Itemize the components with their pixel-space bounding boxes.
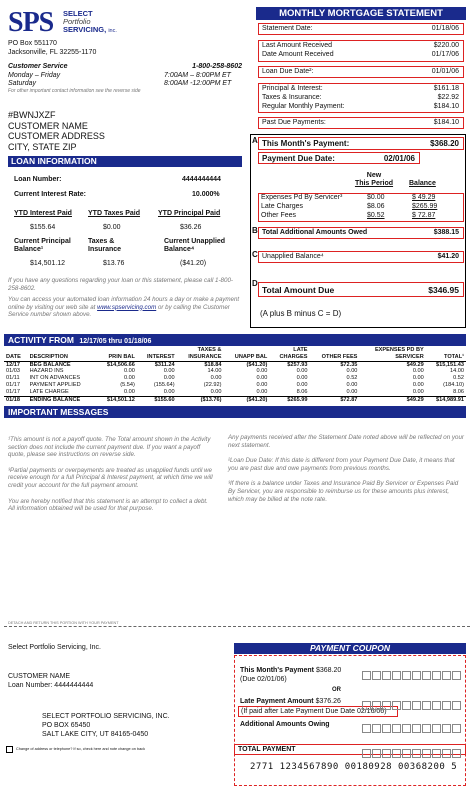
col-new: New	[366, 172, 382, 179]
loan-due-box	[258, 66, 464, 78]
loan-info-header: LOAN INFORMATION	[8, 156, 242, 167]
cell: 01/17	[6, 388, 20, 395]
activity-header	[4, 334, 466, 346]
cell: $155.60	[154, 396, 175, 403]
total-owed-value: $388.15	[433, 229, 459, 236]
formula-text: (A plus B minus C = D)	[260, 309, 342, 318]
activity-header-row	[4, 354, 466, 361]
logo-name-3: SERVICING,	[63, 25, 107, 34]
cell: 01/03	[6, 368, 20, 375]
cell: 0.00	[296, 381, 308, 388]
date-received-value: 01/17/06	[431, 51, 459, 58]
fee-period: $8.06	[367, 203, 385, 210]
unapplied-label: Unapplied Balance⁴	[262, 253, 324, 260]
cs-hours-1: 7:00AM – 8:00PM ET	[164, 72, 231, 79]
cell: ($41.20)	[246, 361, 268, 368]
cur-principal-label: Current Principal Balance¹	[14, 238, 71, 253]
cell: 14.00	[450, 368, 464, 375]
activity-range: 12/17/05 thru 01/18/06	[79, 338, 152, 345]
cell: $18.84	[204, 361, 222, 368]
cell: $14,506.66	[106, 361, 135, 368]
loan-due-value: 01/01/06	[431, 68, 459, 75]
cur-unapplied-label: Current Unapplied Balance⁴	[164, 238, 226, 253]
cell: $49.29	[406, 396, 424, 403]
cell: ($13.76)	[200, 396, 222, 403]
amount-entry-additional[interactable]	[362, 720, 462, 738]
payment-breakdown-box	[258, 83, 464, 113]
letter-d: D	[252, 279, 258, 288]
cell: 01/18	[6, 396, 20, 403]
this-month-label: This Month's Payment:	[262, 139, 350, 148]
regular-payment-value: $184.10	[433, 103, 459, 110]
activity-col-date: DATE	[4, 354, 28, 361]
company-address-2: Jacksonville, FL 32255-1170	[8, 48, 97, 56]
fee-balance: $ 72.87	[412, 212, 436, 219]
activity-col-unapp: UNAPP BAL	[223, 354, 269, 361]
last-amount-label: Last Amount Received	[262, 42, 333, 49]
coupon-company: Select Portfolio Servicing, Inc.	[8, 644, 101, 651]
customer-service-phone: 1-800-258-8602	[192, 63, 242, 70]
coupon-customer-name: CUSTOMER NAME	[8, 673, 71, 680]
coupon-this-month-value: $368.20	[315, 667, 342, 674]
ytd-interest-value: $155.64	[30, 224, 56, 231]
logo-suffix: inc.	[108, 28, 117, 34]
detach-text: DETACH AND RETURN THIS PORTION WITH YOUR PAYMENT	[8, 621, 119, 625]
last-amount-value: $220.00	[433, 42, 459, 49]
fees-box	[258, 193, 464, 222]
cell: 0.00	[346, 368, 358, 375]
taxes-insurance-label: Taxes & Insurance:	[262, 94, 322, 101]
detach-line	[4, 626, 470, 627]
interest-rate-label: Current Interest Rate:	[14, 191, 86, 198]
change-address-checkbox[interactable]	[6, 746, 13, 753]
message-paragraph: ³If there is a balance under Taxes and Insurance Paid By Servicer or Expenses Paid By Servicer, you are responsible to reimburse us for these amounts plus interest, which may be billed at the note rate.	[228, 480, 459, 503]
amount-entry-total[interactable]	[362, 745, 462, 763]
coupon-total-label: TOTAL PAYMENT	[238, 746, 296, 753]
activity-col-other: OTHER FEES	[310, 354, 360, 361]
activity-title: ACTIVITY FROM	[8, 335, 74, 345]
coupon-pay-to	[42, 712, 170, 739]
activity-table-wrap	[4, 347, 466, 403]
cell: 0.00	[123, 368, 135, 375]
statement-header: MONTHLY MORTGAGE STATEMENT	[256, 7, 466, 20]
activity-table	[4, 347, 466, 403]
activity-col-top	[310, 347, 360, 354]
regular-payment-label: Regular Monthly Payment:	[262, 103, 345, 110]
due-date-value: 02/01/06	[383, 154, 415, 163]
total-owed-label: Total Additional Amounts Owed	[262, 229, 368, 236]
cell: (5.54)	[120, 381, 135, 388]
recipient-code: #BWNJXZF	[8, 110, 56, 120]
loan-note-2	[8, 296, 240, 319]
activity-col-prin: PRIN BAL	[97, 354, 137, 361]
cell: $311.24	[154, 361, 175, 368]
past-due-box	[258, 117, 464, 129]
cell: 0.00	[210, 388, 222, 395]
principal-interest-value: $161.18	[433, 85, 459, 92]
recipient-address: CUSTOMER ADDRESS	[8, 131, 105, 141]
activity-col-description: DESCRIPTION	[28, 354, 97, 361]
statement-date-label: Statement Date:	[262, 25, 313, 32]
cell: 0.00	[256, 368, 268, 375]
cell: BEG BALANCE	[29, 361, 71, 368]
website-link[interactable]: www.spservicing.com	[97, 303, 157, 311]
ytd-taxes-value: $0.00	[103, 224, 121, 231]
cell: 0.00	[412, 388, 424, 395]
recipient-city: CITY, STATE ZIP	[8, 141, 77, 152]
cell: 0.00	[163, 388, 175, 395]
message-paragraph: Any payments received after the Statement Date noted above will be reflected on your next statement.	[228, 434, 464, 449]
cell: 0.00	[296, 375, 308, 382]
this-month-box	[258, 137, 464, 150]
cell: $265.99	[287, 396, 308, 403]
cell: 12/17	[6, 361, 20, 368]
recipient-name: CUSTOMER NAME	[8, 120, 88, 131]
activity-col-insurance: INSURANCE	[177, 354, 224, 361]
activity-row	[4, 361, 466, 368]
statement-date-box	[258, 23, 464, 35]
cell: 14.00	[207, 368, 222, 375]
logo-name-2: Portfolio	[63, 17, 91, 26]
amount-entry-this-month[interactable]	[362, 667, 462, 685]
cell: $72.87	[340, 396, 358, 403]
cell: $72.35	[340, 361, 358, 368]
cell: $15,151.43	[436, 361, 464, 368]
activity-col-top	[28, 347, 97, 354]
activity-col-top: EXPENSES PD BY	[374, 347, 424, 353]
total-due-label: Total Amount Due	[262, 285, 335, 295]
cell: 8.06	[296, 388, 308, 395]
cell: 8.06	[453, 388, 464, 395]
pay-to-line-1: SELECT PORTFOLIO SERVICING, INC.	[42, 713, 170, 720]
cell: 0.00	[123, 388, 135, 395]
activity-col-total: TOTAL¹	[426, 354, 466, 361]
company-address-1: PO Box 551170	[8, 40, 57, 47]
ytd-principal-value: $36.26	[180, 224, 202, 231]
logo-mark: SPS	[8, 7, 54, 38]
cell: 0.00	[412, 375, 424, 382]
last-amount-box	[258, 40, 464, 62]
activity-col-top	[223, 347, 269, 354]
amount-entry-late[interactable]	[362, 697, 462, 715]
customer-service-label: Customer Service	[8, 63, 68, 70]
cell: 0.52	[453, 375, 464, 382]
customer-service-block	[8, 63, 242, 94]
loan-note-2b: or by calling the Customer Service number shown above.	[8, 303, 230, 318]
taxes-insurance-value: $22.92	[437, 94, 459, 101]
cell: 01/11	[6, 375, 20, 382]
cell: $14,989.91	[436, 396, 464, 403]
loan-number-row	[14, 176, 234, 183]
fee-label: Expenses Pd By Servicer³	[261, 194, 343, 201]
cell: $14,501.12	[106, 396, 135, 403]
activity-col-top	[137, 347, 177, 354]
fee-label: Other Fees	[261, 212, 297, 219]
ytd-taxes-label: YTD Taxes Paid	[88, 210, 141, 217]
statement-date-value: 01/18/06	[431, 25, 459, 32]
due-date-label: Payment Due Date:	[262, 154, 335, 163]
cell: (155.64)	[153, 381, 175, 388]
cell: 0.00	[346, 388, 358, 395]
letter-a: A	[252, 136, 258, 145]
pay-to-line-2: PO BOX 65450	[42, 722, 91, 729]
this-month-value: $368.20	[430, 139, 459, 148]
recipient-block	[8, 110, 105, 152]
col-new-header	[352, 172, 396, 188]
coupon-loan-number: Loan Number: 4444444444	[8, 682, 94, 689]
fee-period: $0.00	[367, 194, 385, 201]
unapplied-box	[258, 251, 464, 263]
message-paragraph: ²Loan Due Date: If this date is different from your Payment Due Date, it means that you are past due and owe payments from previous months.	[228, 457, 455, 472]
cs-days-1: Monday – Friday	[8, 72, 61, 79]
cur-principal-value: $14,501.12	[30, 260, 66, 267]
activity-row	[4, 389, 466, 396]
fee-balance: $ 49.29	[412, 194, 436, 201]
taxes-ins-label: Taxes & Insurance	[88, 238, 122, 253]
cell: 0.00	[296, 368, 308, 375]
letter-b: B	[252, 226, 258, 235]
loan-due-label: Loan Due Date²:	[262, 68, 314, 75]
fee-label: Late Charges	[261, 203, 304, 210]
total-owed-box	[258, 227, 464, 239]
cell: (22.92)	[203, 381, 222, 388]
cell: 0.00	[412, 381, 424, 388]
coupon-late-row	[240, 698, 341, 705]
loan-note-2a: You can access your automated loan information 24 hours a day or make a payment online by visiting our web site at	[8, 296, 240, 311]
company-logo	[8, 7, 148, 39]
activity-col-late: CHARGES	[269, 354, 309, 361]
cell: 0.00	[123, 375, 135, 382]
coupon-this-month	[240, 666, 341, 684]
activity-row	[4, 368, 466, 375]
activity-col-interest: INTEREST	[137, 354, 177, 361]
cell: INT ON ADVANCES	[29, 375, 81, 382]
total-due-value: $346.95	[428, 285, 459, 295]
cell: 0.00	[210, 375, 222, 382]
cs-hours-2: 8:00AM -12:00PM ET	[164, 80, 232, 87]
messages-left	[8, 436, 216, 513]
cell: LATE CHARGE	[29, 388, 69, 395]
unapplied-value: $41.20	[437, 253, 459, 260]
cs-note: For other important contact information see the reverse side	[8, 88, 141, 94]
activity-col-top: TAXES &	[197, 347, 222, 353]
cell: $49.29	[406, 361, 424, 368]
col-balance: Balance	[409, 180, 436, 187]
interest-rate-value: 10.000%	[192, 191, 220, 198]
cur-unapplied-value: ($41.20)	[180, 260, 207, 267]
coupon-this-month-label: This Month's Payment	[240, 667, 315, 674]
activity-header-row-top	[4, 347, 466, 354]
coupon-late-value: $376.26	[315, 698, 341, 705]
taxes-ins-value: $13.76	[103, 260, 125, 267]
message-paragraph: You are hereby notified that this statement is an attempt to collect a debt. All information obtained will be used for that purpose.	[8, 497, 208, 513]
fee-balance: $265.99	[412, 203, 438, 210]
cell: ($41.20)	[246, 396, 268, 403]
messages-right	[228, 434, 464, 503]
cell: HAZARD INS	[29, 368, 64, 375]
cell: 0.00	[256, 381, 268, 388]
messages-header: IMPORTANT MESSAGES	[4, 406, 466, 418]
col-this-period: This Period	[354, 180, 394, 187]
date-received-label: Date Amount Received	[262, 51, 334, 58]
cell: 0.00	[256, 388, 268, 395]
past-due-value: $184.10	[433, 119, 459, 126]
cell: 0.00	[412, 368, 424, 375]
cell: 0.00	[163, 368, 175, 375]
total-due-box	[258, 282, 464, 297]
principal-interest-label: Principal & Interest:	[262, 85, 323, 92]
activity-row	[4, 375, 466, 382]
interest-rate-row	[14, 191, 234, 198]
loan-number-value: 4444444444	[182, 176, 221, 183]
logo-name-1: SELECT	[63, 9, 93, 18]
coupon-additional-label: Additional Amounts Owing	[240, 721, 330, 728]
cell: 0.00	[163, 375, 175, 382]
message-paragraph: ³Partial payments or overpayments are treated as unapplied funds until we receive enough for a full Principal & Interest payment, at which time we will credit your account for the full payment amount.	[8, 466, 213, 489]
letter-c: C	[252, 250, 258, 259]
coupon-due-line: (Due 02/01/06)	[240, 676, 287, 683]
cell: 0.52	[346, 375, 358, 382]
ytd-principal-label: YTD Principal Paid	[158, 210, 221, 217]
message-paragraph: ¹This amount is not a payoff quote. The Total amount shown in the Activity section does not include the current payment due. If you want a payoff quote, please see instructions on reverse side.	[8, 436, 211, 459]
coupon-late-label: Late Payment Amount	[240, 698, 314, 705]
activity-col-top	[426, 347, 466, 354]
company-address	[8, 40, 96, 57]
pay-to-line-3: SALT LAKE CITY, UT 84165-0450	[42, 731, 149, 738]
loan-note-1: If you have any questions regarding your loan or this statement, please call 1-800-258-8602.	[8, 277, 233, 292]
change-address-text: Change of address or telephone? If so, check here and note change on back	[16, 747, 145, 751]
cell: 0.00	[256, 375, 268, 382]
fee-row	[259, 212, 463, 222]
past-due-label: Past Due Payments:	[262, 119, 326, 126]
loan-number-label: Loan Number:	[14, 176, 62, 183]
fee-period: $0.52	[367, 212, 385, 219]
activity-row	[4, 382, 466, 389]
coupon-late-note: (If paid after Late Payment Due Date 02/16/06)	[238, 706, 398, 717]
cell: ENDING BALANCE	[29, 396, 81, 403]
cell: (184.10)	[443, 381, 464, 388]
cell: 0.00	[346, 381, 358, 388]
coupon-or: OR	[332, 687, 341, 693]
cs-days-2: Saturday	[8, 80, 37, 87]
cell: PAYMENT APPLIED	[29, 381, 81, 388]
cell: $257.93	[287, 361, 308, 368]
ytd-interest-label: YTD Interest Paid	[14, 210, 72, 217]
activity-col-top	[4, 347, 28, 354]
cell: 01/17	[6, 381, 20, 388]
activity-col-top	[97, 347, 137, 354]
activity-col-servicer: SERVICER	[359, 354, 425, 361]
coupon-header: PAYMENT COUPON	[234, 643, 466, 654]
micr-line: 2771 1234567890 00180928 00368200 5	[250, 762, 458, 772]
activity-row	[4, 396, 466, 403]
coupon-customer	[8, 672, 93, 690]
due-date-box	[258, 152, 420, 164]
activity-col-top: LATE	[293, 347, 308, 353]
